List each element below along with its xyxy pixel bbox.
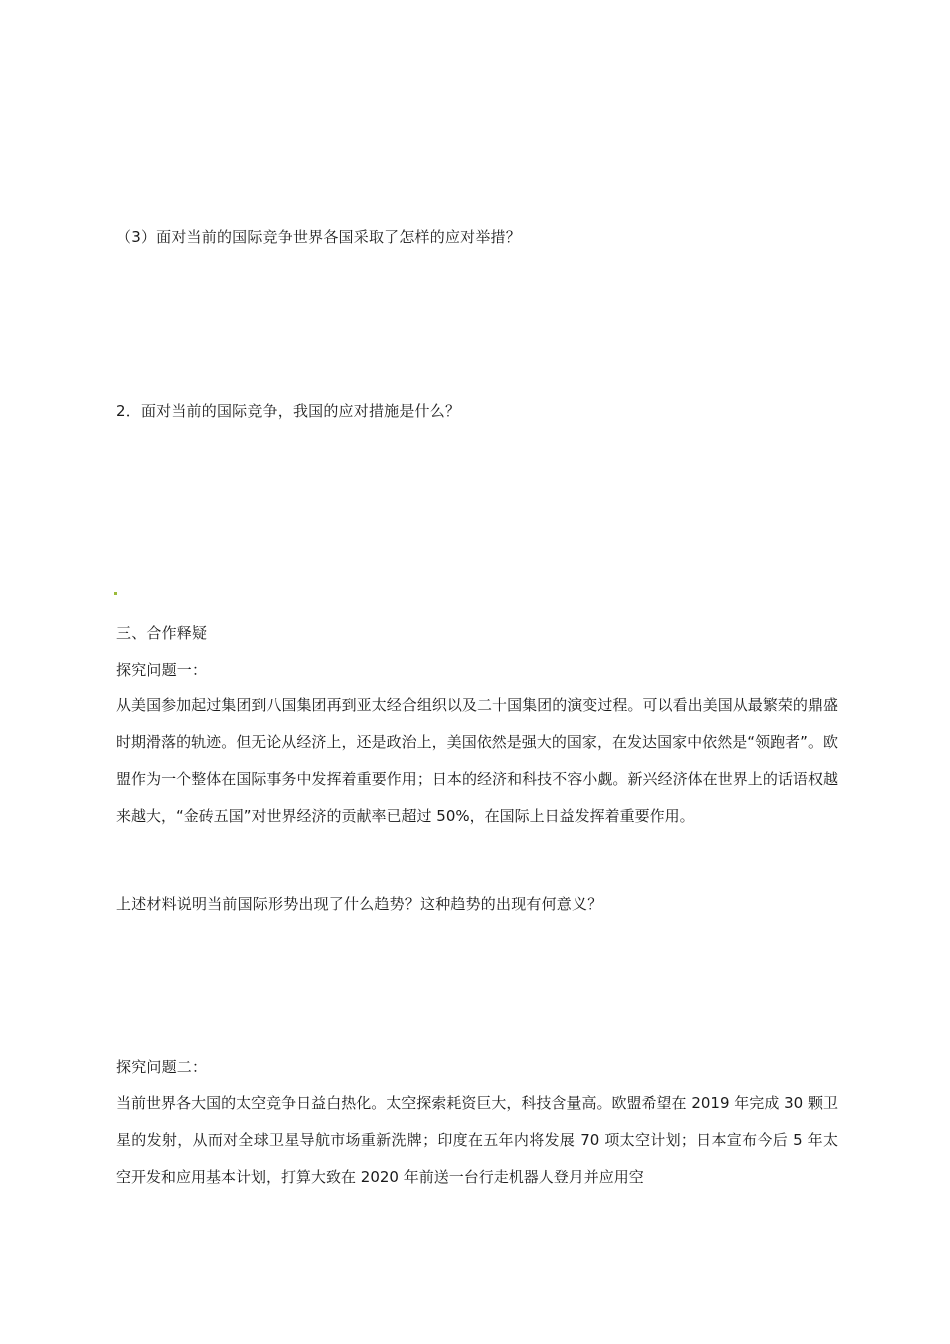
problem-1-title: 探究问题一： — [116, 661, 208, 679]
section-title: 三、合作释疑 — [116, 624, 208, 642]
problem-2-body: 当前世界各大国的太空竞争日益白热化。太空探索耗资巨大，科技含量高。欧盟希望在 2019 年完成 30 颗卫星的发射，从而对全球卫星导航市场重新洗牌；印度在五年内将发展 70 项太空计划；日本宣布今后 5 年太空开发和应用基本计划，打算大致在 2020 年前送一台行走机器人登月并应用空 — [116, 1094, 838, 1186]
problem-1-question: 上述材料说明当前国际形势出现了什么趋势？这种趋势的出现有何意义？ — [116, 895, 603, 913]
question-3: （3）面对当前的国际竞争世界各国采取了怎样的应对举措？ — [116, 228, 521, 246]
green-marker — [114, 592, 117, 595]
problem-1-body: 从美国参加起过集团到八国集团再到亚太经合组织以及二十国集团的演变过程。可以看出美国从最繁荣的鼎盛时期滑落的轨迹。但无论从经济上，还是政治上，美国依然是强大的国家，在发达国家中依然是“领跑者”。欧盟作为一个整体在国际事务中发挥着重要作用；日本的经济和科技不容小觑。新兴经济体在世界上的话语权越来越大，“金砖五国”对世界经济的贡献率已超过 50%，在国际上日益发挥着重要作用。 — [116, 696, 838, 825]
problem-2-title: 探究问题二： — [116, 1058, 208, 1076]
question-2: 2．面对当前的国际竞争，我国的应对措施是什么？ — [116, 402, 461, 420]
